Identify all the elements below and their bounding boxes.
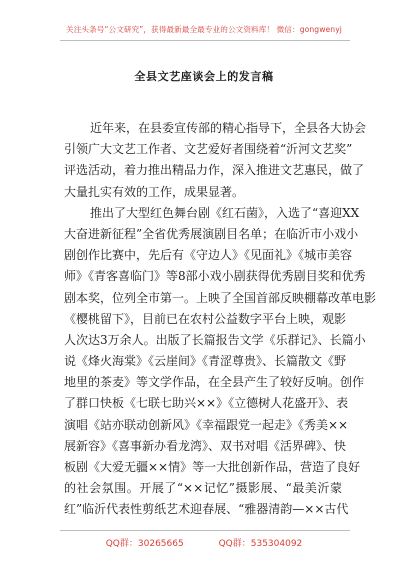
text-line: 演唱《站亦联动创新风》《幸福跟党一起走》《秀美×× [64,417,349,432]
footer-divider [60,530,350,531]
text-line: 人次达3万余人。出版了长篇报告文学《乐群记》、长篇小 [64,332,366,347]
text-line: 红”临沂代表性剪纸艺术迎春展、“雅器清韵—××古代 [64,502,349,517]
footer-qq-group-2: QQ群：535304092 [218,539,303,549]
text-line: 地里的茶麦》等文学作品，在全县产生了较好反响。创作 [64,375,365,390]
text-line: 剧本奖，位列全市第一。上映了全国首部反映棚幕改革电影 [64,290,377,305]
text-line: 引领广大文艺工作者、文艺爱好者围绕着“沂河文艺奖” [64,142,353,157]
document-body [64,118,377,521]
text-line: 板剧《大爱无疆××情》等一大批创新作品，营造了良好 [64,460,361,474]
top-banner: 关注头条号“公文研究”，获得最新最全最专业的公文资料库！ 微信：gongwenyj [66,25,342,34]
text-line: 剧创作比赛中，先后有《守边人》《见面礼》《城市美容 [64,248,353,263]
text-line: 师》《青客喜临门》等8部小戏小剧获得优秀剧目奖和优秀 [64,269,366,284]
text-line: 了群口快板《七联七助兴××》《立德树人花盛开》、表 [64,396,349,411]
text-line: 推出了大型红色舞台剧《红石菌》，入选了“喜迎XX [90,205,360,220]
footer-qq-group-1: QQ群：30265665 [105,539,184,549]
text-line: 大奋进新征程”全省优秀展演剧目名单；在临沂市小戏小 [64,226,359,241]
text-line: 《樱桃留下》，目前已在农村公益数字平台上映，观影 [64,311,347,326]
footer [0,536,408,549]
header-divider [60,40,350,41]
text-line: 评选活动，着力推出精品力作，深入推进文艺惠民，做了 [64,163,365,178]
text-line: 说《烽火海棠》《云崖间》《青涩尊贵》、长篇散文《野 [64,354,347,369]
text-line: 展新容》《喜事新办看龙湾》、双书对唱《活界碑》、快 [64,438,347,453]
text-line: 大量扎实有效的工作，成果显著。 [64,184,245,199]
text-line: 近年来，在县委宣传部的精心指导下，全县各大协会 [90,121,367,135]
page-title: 全县文艺座谈会上的发言稿 [134,70,274,83]
text-line: 的社会氛围。开展了“××记忆”摄影展、“最美沂蒙 [64,481,342,496]
